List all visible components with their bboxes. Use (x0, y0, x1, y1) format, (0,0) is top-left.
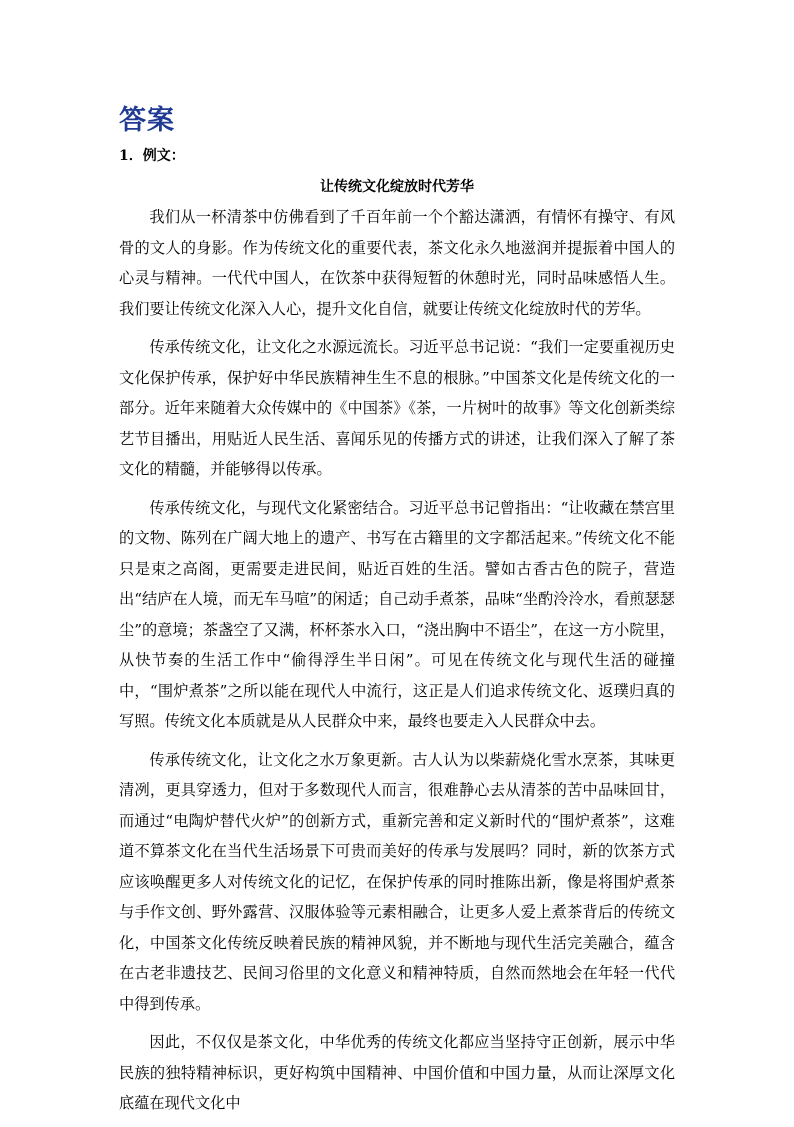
essay-paragraph: 传承传统文化，让文化之水万象更新。古人认为以柴薪烧化雪水烹茶，其味更清冽，更具穿透力，但对于多数现代人而言，很难静心去从清茶的苦中品味回甘，而通过“电陶炉替代火炉”的创新方式，重新完善和定义新时代的“围炉煮茶”，这难道不算茶文化在当代生活场景下可贵而美好的传承与发展吗？同时，新的饮茶方式应该唤醒更多人对传统文化的记忆，在保护传承的同时推陈出新，像是将围炉煮茶与手作文创、野外露营、汉服体验等元素相融合，让更多人爱上煮茶背后的传统文化，中国茶文化传统反映着民族的精神风貌，并不断地与现代生活完美融合，蕴含在古老非遗技艺、民间习俗里的文化意义和精神特质，自然而然地会在年轻一代代中得到传承。 (119, 750, 675, 1013)
answer-heading: 答案 (119, 105, 175, 136)
essay-title: 让传统文化绽放时代芳华 (320, 179, 474, 195)
essay-paragraph: 传承传统文化，与现代文化紧密结合。习近平总书记曾指出：“让收藏在禁宫里的文物、陈列在广阔大地上的遗产、书写在古籍里的文字都活起来。”传统文化不能只是束之高阁，更需要走进民间，贴近百姓的生活。譬如古香古色的院子，营造出“结庐在人境，而无车马喧”的闲适；自己动手煮茶，品味“坐酌泠泠水，看煎瑟瑟尘”的意境；茶盏空了又满，杯杯茶水入口，“浇出胸中不语尘”，在这一方小院里，从快节奏的生活工作中“偷得浮生半日闲”。可见在传统文化与现代生活的碰撞中，“围炉煮茶”之所以能在现代人中流行，这正是人们追求传统文化、返璞归真的写照。传统文化本质就是从人民群众中来，最终也要走入人民群众中去。 (119, 498, 675, 730)
question-number: 1．例文： (119, 148, 185, 164)
essay-body (119, 202, 675, 1127)
essay-paragraph: 因此，不仅仅是茶文化，中华优秀的传统文化都应当坚持守正创新，展示中华民族的独特精神标识，更好构筑中国精神、中国价值和中国力量，从而让深厚文化底蕴在现代文化中 (119, 1033, 675, 1112)
essay-paragraph: 我们从一杯清茶中仿佛看到了千百年前一个个豁达潇洒，有情怀有操守、有风骨的文人的身影。作为传统文化的重要代表，茶文化永久地滋润并提振着中国人的心灵与精神。一代代中国人，在饮茶中获得短暂的休憩时光，同时品味感悟人生。我们要让传统文化深入人心，提升文化自信，就要让传统文化绽放时代的芳华。 (119, 208, 675, 318)
essay-paragraph: 传承传统文化，让文化之水源远流长。习近平总书记说：“我们一定要重视历史文化保护传承，保护好中华民族精神生生不息的根脉。”中国茶文化是传统文化的一部分。近年来随着大众传媒中的《中国茶》《茶，一片树叶的故事》等文化创新类综艺节目播出，用贴近人民生活、喜闻乐见的传播方式的讲述，让我们深入了解了茶文化的精髓，并能够得以传承。 (119, 338, 675, 478)
